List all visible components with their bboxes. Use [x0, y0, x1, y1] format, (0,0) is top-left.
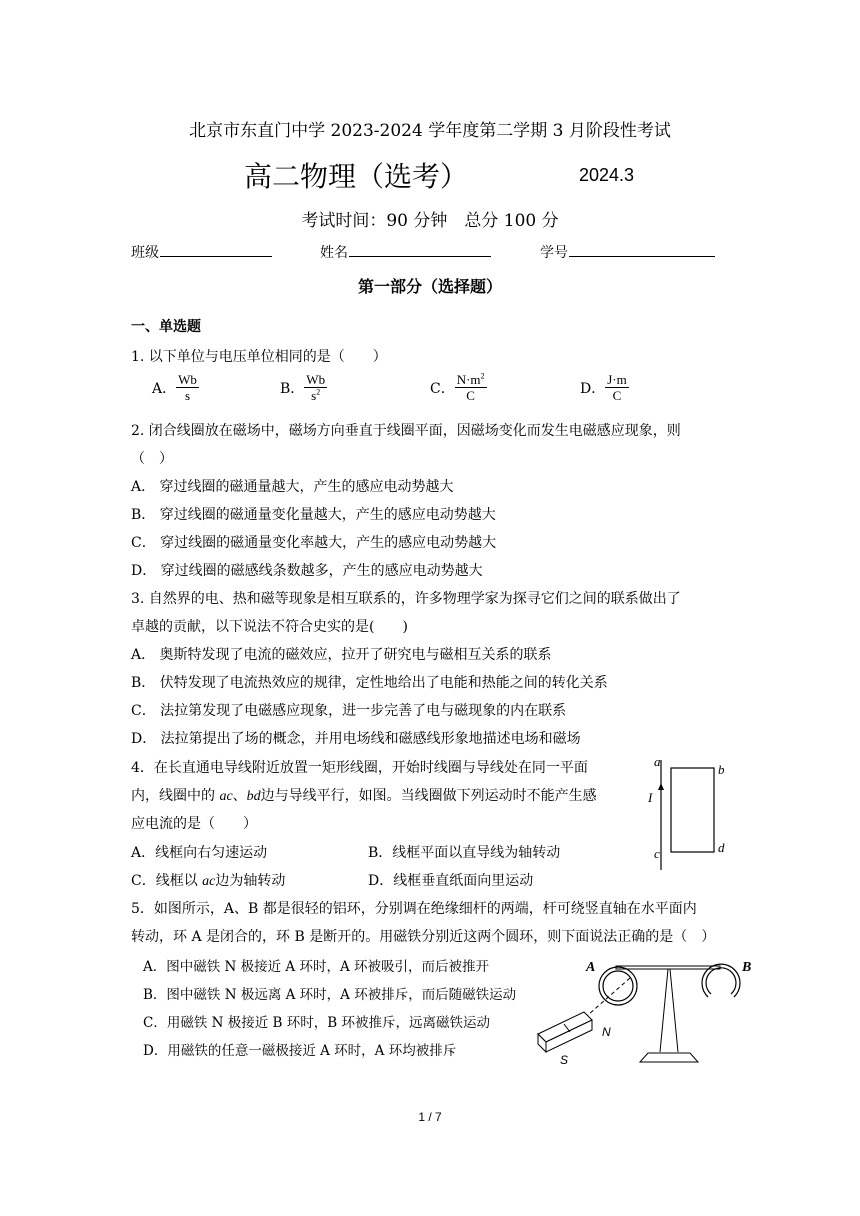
q1-d-fraction — [605, 372, 629, 403]
name-field[interactable] — [320, 242, 491, 262]
q1-b-num: Wb — [306, 372, 326, 387]
q5-insulating-bar — [616, 966, 720, 969]
q1-option-a[interactable] — [152, 372, 199, 403]
q4-stem2-pre: 内，线圈中的 — [131, 788, 220, 804]
q5-label-A: A — [586, 960, 596, 975]
q5-stand — [640, 969, 698, 1062]
q4-rect-coil — [671, 768, 714, 852]
student-id-label: 学号 — [540, 245, 568, 261]
q5-ring-a-closed — [599, 967, 637, 1005]
name-label: 姓名 — [320, 245, 348, 261]
q5-stem-line1: 5．如图所示，A、B 都是很轻的铝环，分别调在绝缘细杆的两端，杆可绕竖直轴在水平面内 — [131, 901, 697, 917]
q4-stem2-bd: bd — [246, 789, 261, 804]
part-title: 第一部分（选择题） — [357, 277, 502, 296]
q1-option-c[interactable] — [430, 372, 487, 403]
q3-option-b[interactable]: B． 伏特发现了电流热效应的规律，定性地给出了电能和热能之间的转化关系 — [131, 675, 608, 691]
student-id-blank[interactable] — [569, 242, 715, 257]
student-id-field[interactable] — [540, 242, 715, 262]
q5-label-S: S — [560, 1053, 569, 1067]
q1-c-num-sup: 2 — [480, 371, 485, 381]
q5-bar-magnet — [538, 1012, 592, 1052]
q5-option-c[interactable]: C．用磁铁 N 极接近 B 环时，B 环被推斥，远离磁铁运动 — [143, 1015, 490, 1031]
q2-option-b[interactable]: B． 穿过线圈的磁通量变化量越大，产生的感应电动势越大 — [131, 507, 496, 523]
q1-b-den-sup: 2 — [316, 387, 321, 397]
q4-label-c: c — [654, 846, 660, 861]
q4-current-arrowhead — [658, 783, 664, 790]
q4-c-var: ac — [202, 874, 216, 889]
q4-stem-line1: 4．在长直通电导线附近放置一矩形线圈，开始时线圈与导线处在同一平面 — [131, 760, 588, 776]
q1-d-den: C — [612, 388, 622, 403]
q1-c-num: N·m — [456, 372, 481, 387]
exam-date: 2024.3 — [579, 165, 635, 185]
q3-stem-line2: 卓越的贡献，以下说法不符合史实的是( ) — [131, 619, 408, 635]
q5-option-d[interactable]: D．用磁铁的任意一磁极接近 A 环时，A 环均被排斥 — [143, 1043, 457, 1059]
q4-label-a: a — [654, 754, 661, 769]
name-blank[interactable] — [349, 242, 491, 257]
q1-b-label: B． — [280, 380, 305, 397]
q1-d-num: J·m — [607, 372, 627, 387]
q4-stem2-mid: 、 — [232, 788, 247, 804]
q1-a-num: Wb — [178, 372, 197, 387]
q1-c-label: C． — [430, 380, 455, 397]
q2-option-d[interactable]: D． 穿过线圈的磁感线条数越多，产生的感应电动势越大 — [131, 563, 483, 579]
section-title: 一、单选题 — [131, 319, 201, 335]
q4-stem-line3: 应电流的是（ ） — [131, 816, 257, 832]
q4-option-c[interactable] — [131, 870, 285, 890]
q1-c-den: C — [466, 388, 475, 403]
q3-stem-line1: 3. 自然界的电、热和磁等现象是相互联系的，许多物理学家为探寻它们之间的联系做出了 — [131, 591, 681, 607]
q5-rings-magnet-figure — [530, 950, 770, 1068]
q3-option-d[interactable]: D． 法拉第提出了场的概念，并用电场线和磁感线形象地描述电场和磁场 — [131, 731, 581, 747]
q4-stem2-post: 边与导线平行，如图。当线圈做下列运动时不能产生感 — [260, 788, 597, 804]
q1-a-label: A． — [152, 380, 177, 397]
q2-stem-line2: （ ） — [131, 451, 173, 467]
q2-stem-line1: 2. 闭合线圈放在磁场中，磁场方向垂直于线圈平面，因磁场变化而发生电磁感应现象，则 — [131, 423, 681, 439]
q1-a-fraction — [176, 372, 199, 403]
q1-option-d[interactable] — [580, 372, 629, 403]
q1-b-fraction — [304, 372, 327, 403]
school-line: 北京市东直门中学 2023-2024 学年度第二学期 3 月阶段性考试 — [189, 121, 671, 141]
q2-option-a[interactable]: A． 穿过线圈的磁通量越大，产生的感应电动势越大 — [131, 479, 454, 495]
subject-title: 高二物理（选考） — [244, 160, 469, 193]
class-field[interactable] — [131, 242, 272, 262]
q4-label-b: b — [718, 762, 725, 777]
q4-stem-line2 — [131, 785, 597, 805]
exam-time-line: 考试时间：90 分钟 总分 100 分 — [301, 211, 559, 231]
q1-option-b[interactable] — [280, 372, 327, 403]
q4-option-a[interactable]: A．线框向右匀速运动 — [131, 845, 268, 861]
q4-c-pre: C．线框以 — [131, 873, 203, 889]
q5-label-N: N — [602, 1025, 611, 1039]
q1-a-den: s — [184, 388, 191, 403]
q4-c-post: 边为轴转动 — [215, 873, 286, 889]
q5-option-a[interactable]: A．图中磁铁 N 极接近 A 环时，A 环被吸引，而后被推开 — [143, 959, 490, 975]
q4-label-d: d — [718, 840, 725, 855]
q1-c-fraction — [455, 372, 487, 403]
q5-option-b[interactable]: B．图中磁铁 N 极远离 A 环时，A 环被排斥，而后随磁铁运动 — [143, 987, 517, 1003]
q4-option-d[interactable]: D．线框垂直纸面向里运动 — [368, 873, 534, 889]
q4-stem2-ac: ac — [219, 789, 233, 804]
q4-option-b[interactable]: B．线框平面以直导线为轴转动 — [368, 845, 561, 861]
q4-wire-coil-figure — [640, 752, 740, 874]
page-number: 1 / 7 — [418, 1110, 442, 1124]
q5-label-B: B — [742, 960, 752, 975]
q3-option-c[interactable]: C． 法拉第发现了电磁感应现象，进一步完善了电与磁现象的内在联系 — [131, 703, 567, 719]
q5-stem-line2: 转动，环 A 是闭合的，环 B 是断开的。用磁铁分别近这两个圆环，则下面说法正确的是（ ） — [131, 929, 716, 945]
q3-option-a[interactable]: A． 奥斯特发现了电流的磁效应，拉开了研究电与磁相互关系的联系 — [131, 647, 552, 663]
q4-label-current: I — [648, 790, 653, 805]
q1-b-den: s — [311, 388, 317, 403]
q2-option-c[interactable]: C． 穿过线圈的磁通量变化率越大，产生的感应电动势越大 — [131, 535, 497, 551]
q5-ring-b-open — [702, 964, 740, 997]
q1-d-label: D． — [580, 380, 606, 397]
class-blank[interactable] — [160, 242, 272, 257]
q1-stem: 1. 以下单位与电压单位相同的是（ ） — [131, 349, 387, 365]
class-label: 班级 — [131, 245, 159, 261]
